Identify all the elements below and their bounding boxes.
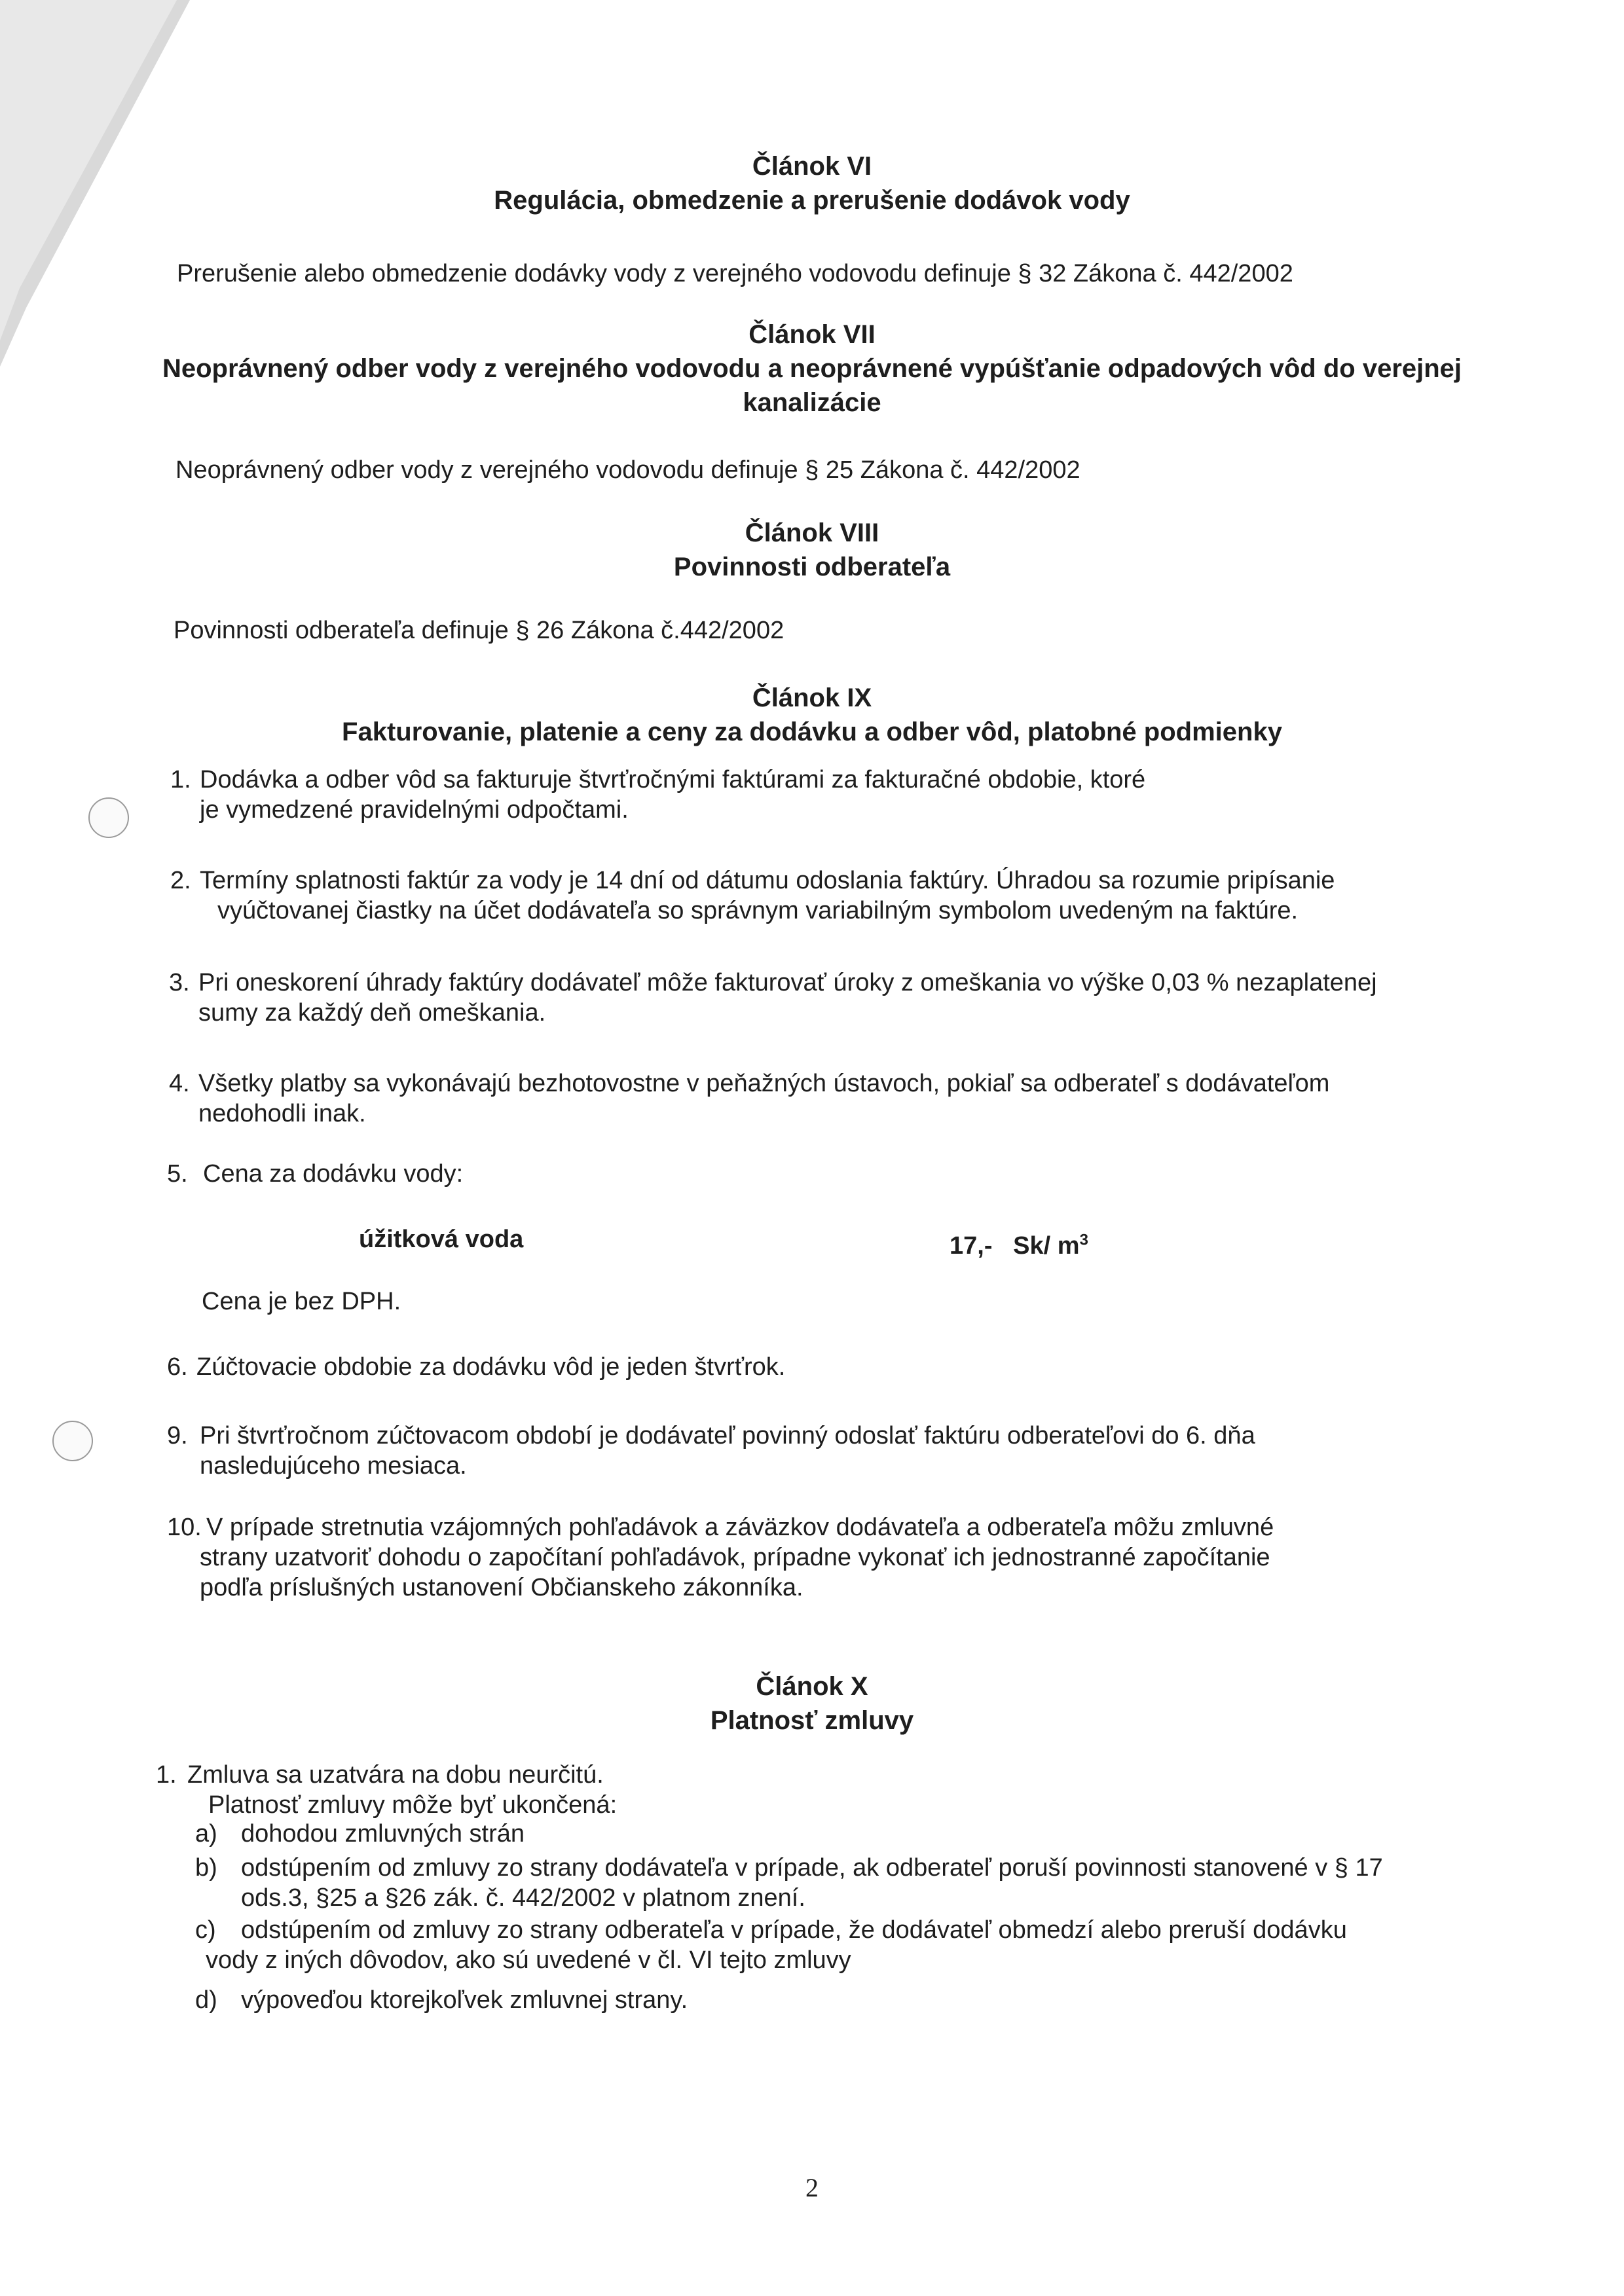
list-item-number: 1. <box>156 1761 177 1789</box>
list-item-number: 2. <box>170 867 191 894</box>
list-item-number: 5. <box>167 1160 188 1188</box>
punch-hole-upper <box>88 797 129 838</box>
article-number: Článok VIII <box>745 519 879 547</box>
subitem-letter: c) <box>195 1916 216 1944</box>
subitem-line: výpoveďou ktorejkoľvek zmluvnej strany. <box>241 1986 688 2014</box>
list-item-number: 6. <box>167 1353 188 1381</box>
article-title: Fakturovanie, platenie a ceny za dodávku a odber vôd, platobné podmienky <box>342 718 1282 746</box>
list-item-4 <box>169 1068 1479 1129</box>
list-item-line: Dodávka a odber vôd sa fakturuje štvrťročnými faktúrami za fakturačné obdobie, ktoré <box>200 766 1146 793</box>
list-item-line: Cena za dodávku vody: <box>203 1160 464 1188</box>
article-number: Článok X <box>756 1672 868 1701</box>
list-item-line: V prípade stretnutia vzájomných pohľadávok a záväzkov dodávateľa a odberateľa môžu zmluvné <box>206 1514 1274 1541</box>
price-note: Cena je bez DPH. <box>202 1288 401 1315</box>
list-item-3 <box>169 968 1479 1028</box>
price-label: úžitková voda <box>359 1226 524 1253</box>
article-viii-body: Povinnosti odberateľa definuje § 26 Zákona č.442/2002 <box>174 617 784 644</box>
list-item-line: sumy za každý deň omeškania. <box>198 999 546 1027</box>
list-item-number: 4. <box>169 1070 190 1097</box>
list-item-line: Zúčtovacie obdobie za dodávku vôd je jeden štvrťrok. <box>196 1353 786 1381</box>
article-vii-heading <box>0 318 1624 420</box>
article-title: Povinnosti odberateľa <box>673 553 951 581</box>
subitem-line: dohodou zmluvných strán <box>241 1820 525 1848</box>
subitem-line: vody z iných dôvodov, ako sú uvedené v čl. VI tejto zmluvy <box>206 1946 851 1974</box>
subitem-line: odstúpením od zmluvy zo strany dodávateľa v prípade, ak odberateľ poruší povinnosti stanovené v § 17 <box>241 1854 1383 1882</box>
list-item-5 <box>167 1159 822 1189</box>
list-item-2 <box>170 866 1480 926</box>
list-item-line: Platnosť zmluvy môže byť ukončená: <box>208 1791 618 1819</box>
list-item-10 <box>167 1512 1477 1603</box>
article-number: Článok VII <box>748 320 876 349</box>
validity-subitem-d <box>195 1985 1177 2015</box>
article-number: Článok IX <box>752 683 872 712</box>
article-title: Regulácia, obmedzenie a prerušenie dodávok vody <box>494 186 1130 215</box>
validity-subitem-a <box>195 1819 1177 1849</box>
validity-item-1 <box>156 1760 1138 1820</box>
price-amount: 17,- <box>950 1232 993 1260</box>
list-item-line: Pri štvrťročnom zúčtovacom období je dodávateľ povinný odoslať faktúru odberateľovi do 6. dňa <box>200 1422 1255 1449</box>
subitem-line: odstúpením od zmluvy zo strany odberateľa v prípade, že dodávateľ obmedzí alebo preruší dodávku <box>241 1916 1347 1944</box>
list-item-line: je vymedzené pravidelnými odpočtami. <box>200 796 629 824</box>
article-vi-heading <box>0 149 1624 217</box>
page-number: 2 <box>805 2173 819 2202</box>
list-item-1 <box>170 765 1414 825</box>
list-item-line: Všetky platby sa vykonávajú bezhotovostne v peňažných ústavoch, pokiaľ sa odberateľ s dodávateľom <box>198 1070 1330 1097</box>
validity-subitem-b <box>195 1853 1492 1913</box>
list-item-9 <box>167 1421 1477 1481</box>
subitem-letter: b) <box>195 1854 217 1882</box>
list-item-number: 10. <box>167 1514 202 1541</box>
validity-subitem-c <box>195 1915 1492 1975</box>
list-item-line: vyúčtovanej čiastky na účet dodávateľa so správnym variabilným symbolom uvedeným na faktúre. <box>217 897 1299 924</box>
article-number: Článok VI <box>752 152 872 181</box>
list-item-number: 9. <box>167 1422 188 1449</box>
list-item-line: strany uzatvoriť dohodu o započítaní pohľadávok, prípadne vykonať ich jednostranné započítanie <box>200 1544 1270 1571</box>
list-item-line: Pri oneskorení úhrady faktúry dodávateľ môže fakturovať úroky z omeškania vo výške 0,03 % nezaplatenej <box>198 969 1377 996</box>
list-item-line: nedohodli inak. <box>198 1100 366 1127</box>
list-item-line: Termíny splatnosti faktúr za vody je 14 dní od dátumu odoslania faktúry. Úhradou sa rozumie pripísanie <box>200 867 1335 894</box>
list-item-line: nasledujúceho mesiaca. <box>200 1452 467 1480</box>
price-unit: Sk/ m <box>1013 1232 1080 1260</box>
article-x-heading <box>0 1669 1624 1738</box>
list-item-6 <box>167 1352 1149 1382</box>
punch-hole-lower <box>52 1421 93 1461</box>
subitem-letter: a) <box>195 1820 217 1848</box>
list-item-number: 3. <box>169 969 190 996</box>
list-item-line: podľa príslušných ustanovení Občianskeho zákonníka. <box>200 1574 803 1601</box>
article-vii-body: Neoprávnený odber vody z verejného vodovodu definuje § 25 Zákona č. 442/2002 <box>175 456 1080 484</box>
subitem-line: ods.3, §25 a §26 zák. č. 442/2002 v platnom znení. <box>241 1884 805 1912</box>
list-item-line: Zmluva sa uzatvára na dobu neurčitú. <box>187 1761 604 1789</box>
article-viii-heading <box>0 516 1624 584</box>
subitem-letter: d) <box>195 1986 217 2014</box>
list-item-number: 1. <box>170 766 191 793</box>
article-vi-body: Prerušenie alebo obmedzenie dodávky vody z verejného vodovodu definuje § 32 Zákona č. 442/2002 <box>177 260 1293 287</box>
article-title: Platnosť zmluvy <box>710 1706 914 1735</box>
price-value <box>950 1231 1088 1261</box>
article-title-continued: kanalizácie <box>743 388 881 417</box>
article-ix-heading <box>0 681 1624 749</box>
price-unit-exponent: 3 <box>1079 1231 1088 1249</box>
article-title: Neoprávnený odber vody z verejného vodovodu a neoprávnené vypúšťanie odpadových vôd do verejnej <box>162 354 1462 383</box>
